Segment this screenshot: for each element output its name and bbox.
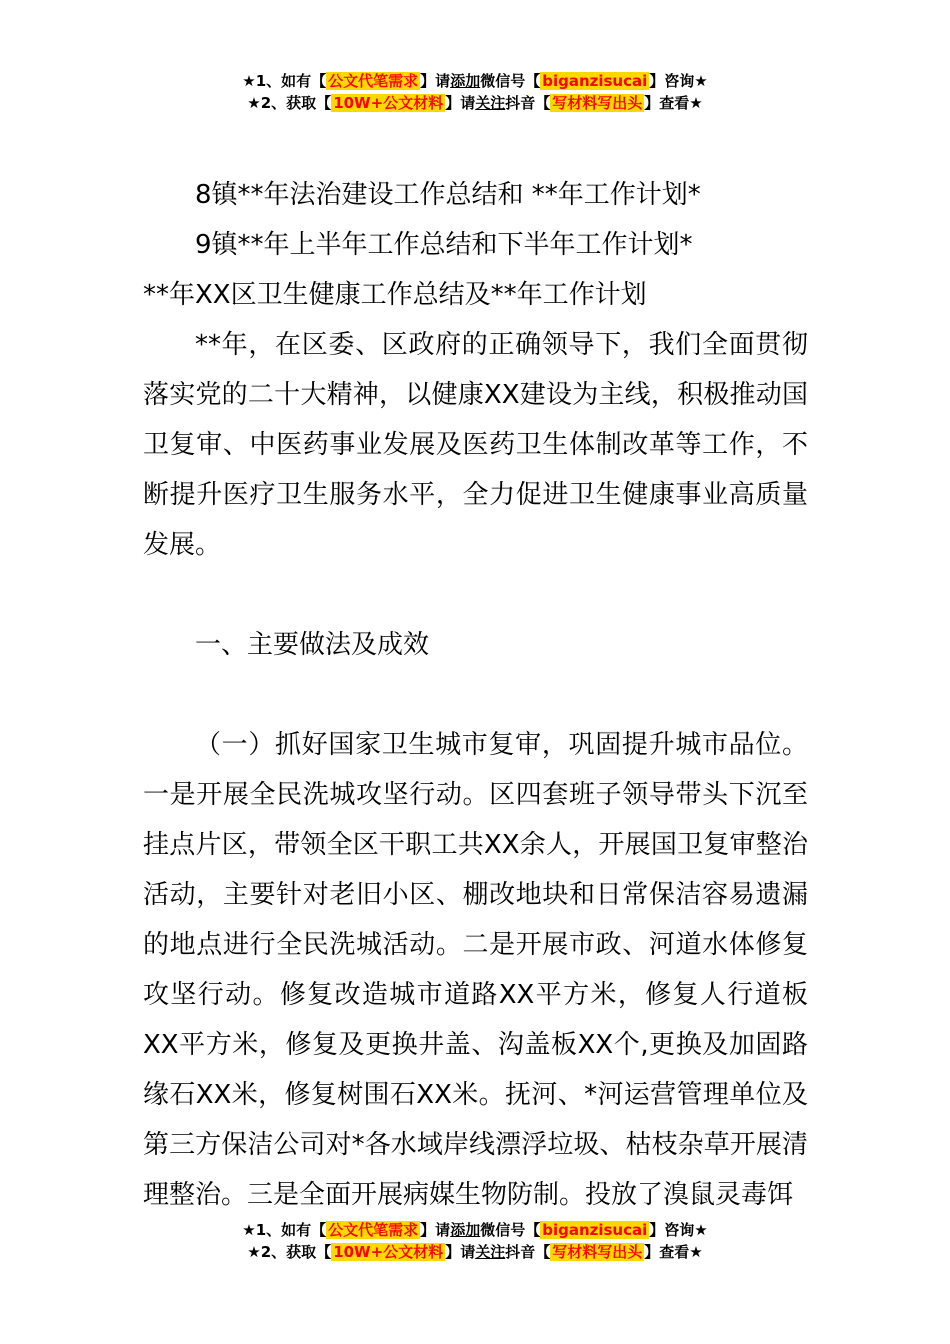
banner-underlined-text: 关注 — [475, 94, 506, 112]
banner-text: 】请 — [420, 72, 451, 90]
banner-text: 】咨询★ — [649, 1221, 708, 1239]
banner-text: 】查看★ — [644, 1243, 703, 1261]
banner-wechat-id: biganzisucai — [542, 1221, 648, 1239]
banner-text: ★1、如有【 — [242, 1221, 327, 1239]
banner-text: 】咨询★ — [649, 72, 708, 90]
banner-text: 抖音【 — [505, 1243, 551, 1261]
spacer — [143, 670, 808, 720]
banner-highlight: 10W+公文材料 — [333, 94, 444, 112]
banner-text: 微信号【 — [480, 72, 541, 90]
banner-highlight: 公文代笔需求 — [328, 1221, 419, 1239]
footer-banner — [0, 1219, 950, 1263]
section-heading: 一、主要做法及成效 — [195, 630, 430, 660]
banner-douyin-id: 写材料写出头 — [552, 94, 643, 112]
banner-line-2 — [0, 1241, 950, 1263]
banner-douyin-id: 写材料写出头 — [552, 1243, 643, 1261]
banner-text: ★2、获取【 — [247, 1243, 332, 1261]
banner-underlined-text: 添加 — [450, 72, 481, 90]
banner-underlined-text: 关注 — [475, 1243, 506, 1261]
banner-text: 】请 — [445, 94, 476, 112]
banner-underlined-text: 添加 — [450, 1221, 481, 1239]
banner-text: ★2、获取【 — [247, 94, 332, 112]
banner-text: 抖音【 — [505, 94, 551, 112]
section-paragraph: （一）抓好国家卫生城市复审，巩固提升城市品位。一是开展全民洗城攻坚行动。区四套班子领导带头下沉至挂点片区，带领全区干职工共XX余人，开展国卫复审整治活动，主要针对老旧小区、棚改地块和日常保洁容易遗漏的地点进行全民洗城活动。二是开展市政、河道水体修复攻坚行动。修复改造城市道路XX平方米，修复人行道板XX平方米，修复及更换井盖、沟盖板XX个,更换及加固路缘石XX米，修复树围石XX米。抚河、*河运营管理单位及第三方保洁公司对*各水域岸线漂浮垃圾、枯枝杂草开展清理整治。三是全面开展病媒生物防制。投放了溴鼠灵毒饵 — [143, 730, 808, 1210]
banner-line-2 — [0, 92, 950, 114]
banner-text: 】请 — [445, 1243, 476, 1261]
banner-highlight: 10W+公文材料 — [333, 1243, 444, 1261]
spacer — [143, 570, 808, 620]
banner-wechat-id: biganzisucai — [542, 72, 648, 90]
intro-paragraph: **年，在区委、区政府的正确领导下，我们全面贯彻落实党的二十大精神，以健康XX建设为主线，积极推动国卫复审、中医药事业发展及医药卫生体制改革等工作，不断提升医疗卫生服务水平，全力促进卫生健康事业高质量发展。 — [143, 330, 808, 560]
banner-text: 】请 — [420, 1221, 451, 1239]
banner-text: ★1、如有【 — [242, 72, 327, 90]
banner-text: 】查看★ — [644, 94, 703, 112]
banner-line-1 — [0, 70, 950, 92]
banner-highlight: 公文代笔需求 — [328, 72, 419, 90]
document-body — [143, 170, 808, 1220]
header-banner — [0, 70, 950, 114]
document-title: **年XX区卫生健康工作总结及**年工作计划 — [143, 280, 647, 310]
banner-text: 微信号【 — [480, 1221, 541, 1239]
related-link-2[interactable]: 9镇**年上半年工作总结和下半年工作计划* — [195, 230, 693, 260]
related-link-1[interactable]: 8镇**年法治建设工作总结和 **年工作计划* — [195, 180, 701, 210]
banner-line-1 — [0, 1219, 950, 1241]
